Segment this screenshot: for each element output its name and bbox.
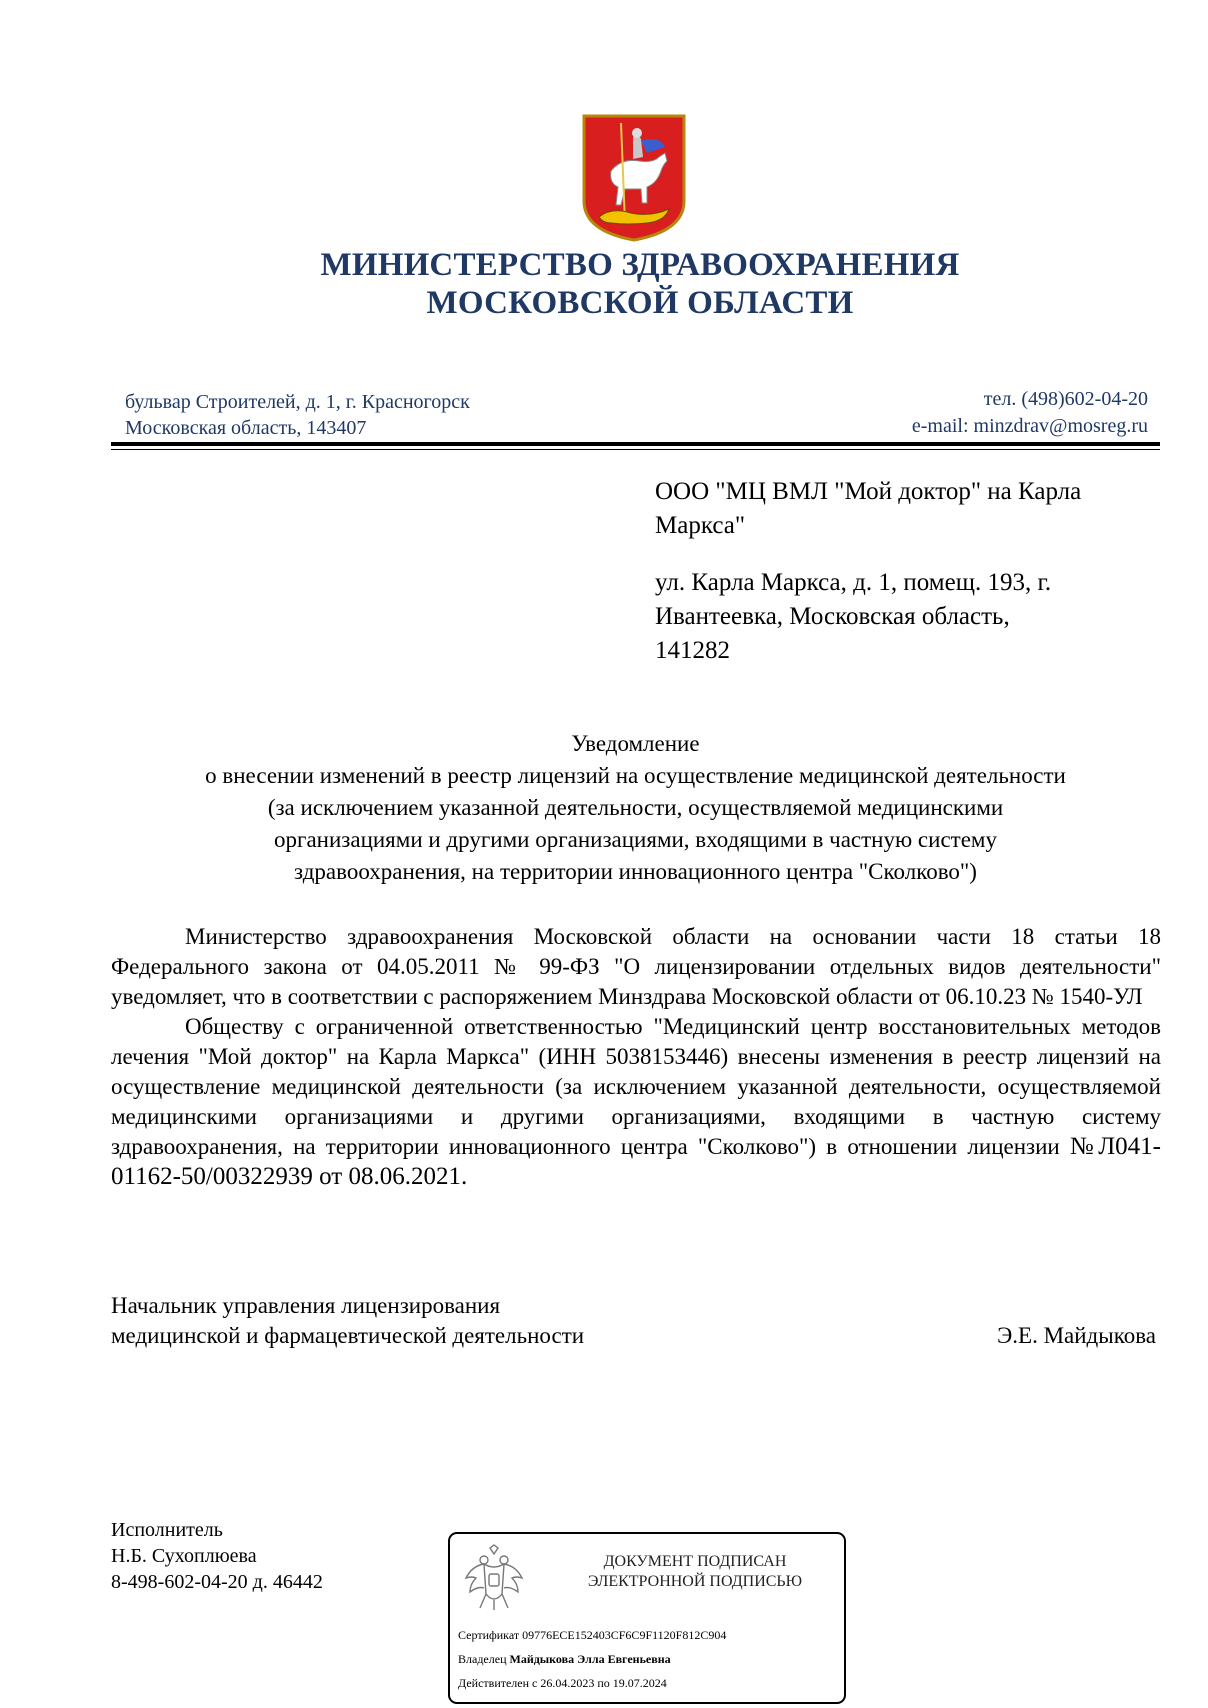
stamp-title-line1: ДОКУМЕНТ ПОДПИСАН <box>603 1553 787 1570</box>
notice-title <box>111 728 1160 888</box>
signatory-position-line2: медицинской и фармацевтической деятельности <box>111 1323 585 1348</box>
notice-title-line1: Уведомление <box>571 731 700 756</box>
body-paragraph-2-text: Обществу с ограниченной ответственностью "Медицинский центр восстановительных методов лечения "Мой доктор" на Карла Маркса" (ИНН 5038153446) внесены изменения в реестр лицензий на осуществление медицинской деятельности (за исключением указанной деятельности, осуществляемой медицинскими организациями и другими организациями, входящими в частную систему здравоохранения, на территории инновационного центра "Сколково") в отношении лицензии <box>111 1014 1161 1159</box>
stamp-title <box>550 1552 840 1592</box>
ministry-address-line2: Московская область, 143407 <box>125 417 367 439</box>
executor-name: Н.Б. Сухоплюева <box>111 1545 257 1567</box>
notice-title-line4: организациями и другими организациями, входящими в частную систему <box>274 827 997 852</box>
stamp-validity: Действителен с 26.04.2023 по 19.07.2024 <box>458 1676 667 1690</box>
ministry-name-line2: МОСКОВСКОЙ ОБЛАСТИ <box>426 285 854 321</box>
executor-label: Исполнитель <box>111 1519 223 1541</box>
recipient-address-line2: Ивантеевка, Московская область, <box>655 603 1010 630</box>
header-divider <box>111 442 1160 446</box>
ministry-email: e-mail: minzdrav@mosreg.ru <box>911 415 1148 437</box>
ministry-phone: тел. (498)602-04-20 <box>983 388 1148 410</box>
notice-title-line5: здравоохранения, на территории инновационного центра "Сколково") <box>294 859 977 884</box>
coat-of-arms-icon <box>581 113 687 243</box>
stamp-certificate-label: Сертификат <box>458 1628 520 1642</box>
ministry-name-line1: МИНИСТЕРСТВО ЗДРАВООХРАНЕНИЯ <box>320 247 960 283</box>
signatory-position-line1: Начальник управления лицензирования <box>111 1293 501 1318</box>
stamp-owner-label: Владелец <box>458 1652 507 1666</box>
signatory-name: Э.Е. Майдыкова <box>997 1323 1156 1348</box>
recipient-name-line2: Маркса" <box>655 512 746 539</box>
e-signature-stamp <box>448 1532 846 1704</box>
stamp-owner-value: Майдыкова Элла Евгеньевна <box>509 1652 671 1666</box>
stamp-certificate-value: 09776ECE152403CF6C9F1120F812C904 <box>522 1628 727 1642</box>
notice-title-line3: (за исключением указанной деятельности, осуществляемой медицинскими <box>267 795 1004 820</box>
recipient-address-line3: 141282 <box>655 637 730 664</box>
header-divider-thin <box>111 449 1160 450</box>
body-paragraph-2 <box>111 1012 1161 1192</box>
notice-body <box>111 922 1161 1192</box>
stamp-certificate <box>458 1628 726 1643</box>
recipient-address-line1: ул. Карла Маркса, д. 1, помещ. 193, г. <box>655 569 1052 596</box>
stamp-title-line2: ЭЛЕКТРОННОЙ ПОДПИСЬЮ <box>587 1573 803 1590</box>
executor-phone: 8-498-602-04-20 д. 46442 <box>111 1571 323 1593</box>
notice-title-line2: о внесении изменений в реестр лицензий на осуществление медицинской деятельности <box>205 763 1066 788</box>
double-headed-eagle-icon <box>462 1544 526 1614</box>
body-paragraph-1: Министерство здравоохранения Московской области на основании части 18 статьи 18 Федерального закона от 04.05.2011 № 99-ФЗ "О лицензировании отдельных видов деятельности" уведомляет, что в соответствии с распоряжением Минздрава Московской области от 06.10.23 № 1540-УЛ <box>111 924 1161 1009</box>
stamp-owner <box>458 1652 671 1667</box>
ministry-address-line1: бульвар Строителей, д. 1, г. Красногорск <box>125 391 470 413</box>
recipient-name-line1: ООО "МЦ ВМЛ "Мой доктор" на Карла <box>655 478 1082 505</box>
recipient-block <box>655 475 1175 668</box>
license-number: №Л041-01162-50/00322939 от 08.06.2021. <box>111 1133 1161 1190</box>
